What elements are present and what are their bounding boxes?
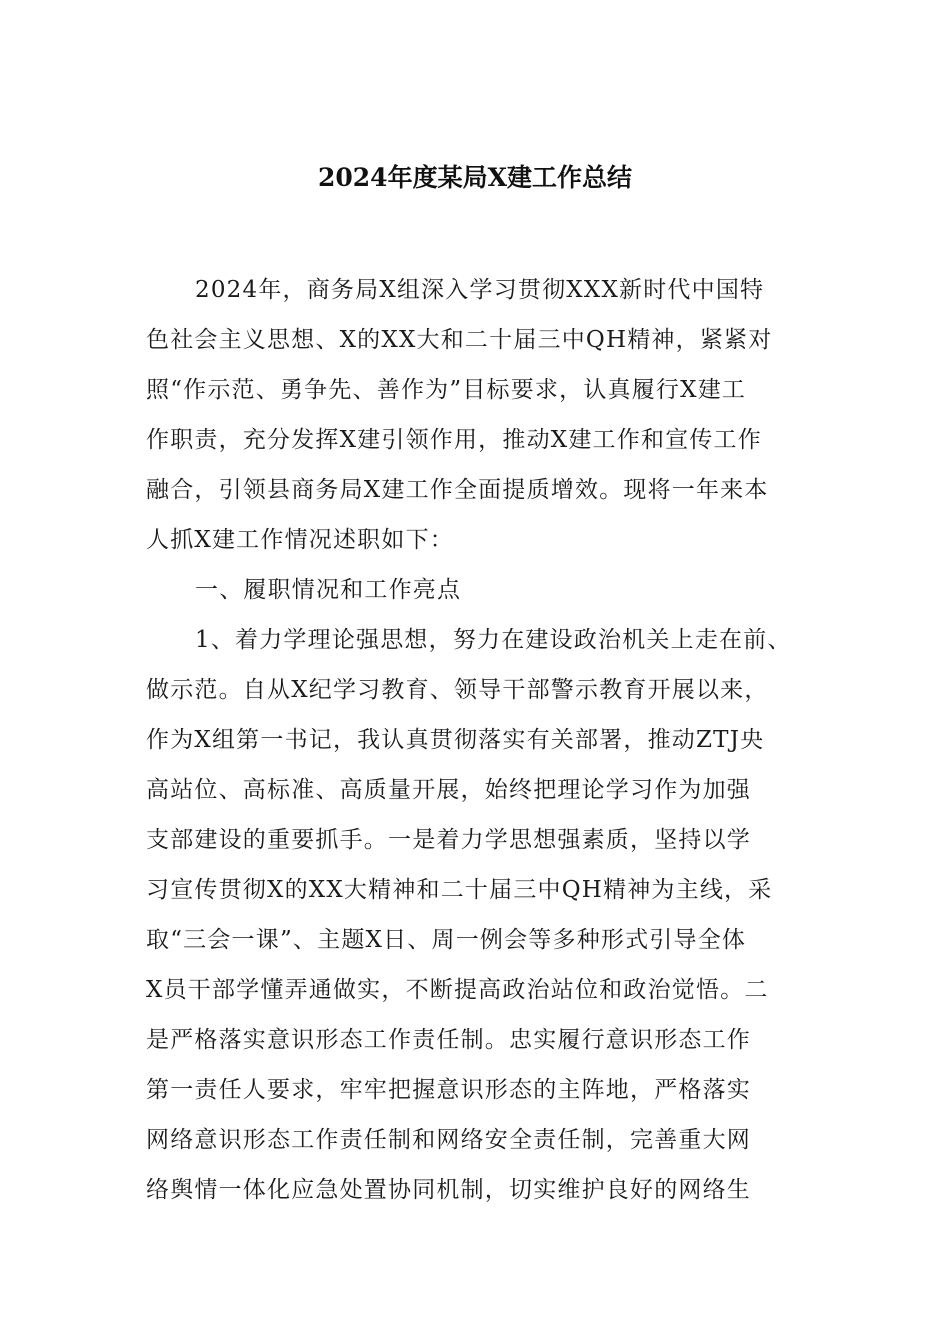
paragraph-line: 色社会主义思想、X的XX大和二十届三中QH精神，紧紧对 (146, 327, 773, 353)
paragraph-line: 取“三会一课”、主题X日、周一例会等多种形式引导全体 (146, 927, 747, 953)
paragraph-line: 络舆情一体化应急处置协同机制，切实维护良好的网络生 (146, 1177, 751, 1203)
paragraph-line: 照“作示范、勇争先、善作为”目标要求，认真履行X建工 (146, 377, 747, 403)
paragraph-line: 融合，引领县商务局X建工作全面提质增效。现将一年来本 (146, 477, 769, 503)
paragraph-line: 是严格落实意识形态工作责任制。忠实履行意识形态工作 (146, 1027, 751, 1053)
paragraph-line: 支部建设的重要抓手。一是着力学思想强素质，坚持以学 (146, 827, 751, 853)
document-title: 2024年度某局X建工作总结 (318, 163, 632, 192)
paragraph-line: 2024年，商务局X组深入学习贯彻XXX新时代中国特 (195, 277, 765, 303)
section-heading: 一、履职情况和工作亮点 (195, 577, 462, 603)
paragraph-line: 第一责任人要求，牢牢把握意识形态的主阵地，严格落实 (146, 1077, 751, 1103)
paragraph-line: 作职责，充分发挥X建引领作用，推动X建工作和宣传工作 (146, 427, 762, 453)
paragraph-line: 人抓X建工作情况述职如下： (146, 527, 454, 553)
paragraph-line: 网络意识形态工作责任制和网络安全责任制，完善重大网 (146, 1127, 751, 1153)
paragraph-line: 做示范。自从X纪学习教育、领导干部警示教育开展以来， (146, 677, 769, 703)
paragraph-line: X员干部学懂弄通做实，不断提高政治站位和政治觉悟。二 (146, 977, 769, 1003)
paragraph-line: 高站位、高标准、高质量开展，始终把理论学习作为加强 (146, 777, 751, 803)
paragraph-line: 1、着力学理论强思想，努力在建设政治机关上走在前、 (195, 627, 792, 653)
paragraph-line: 作为X组第一书记，我认真贯彻落实有关部署，推动ZTJ央 (146, 727, 765, 753)
paragraph-line: 习宣传贯彻X的XX大精神和二十届三中QH精神为主线，采 (146, 877, 773, 903)
